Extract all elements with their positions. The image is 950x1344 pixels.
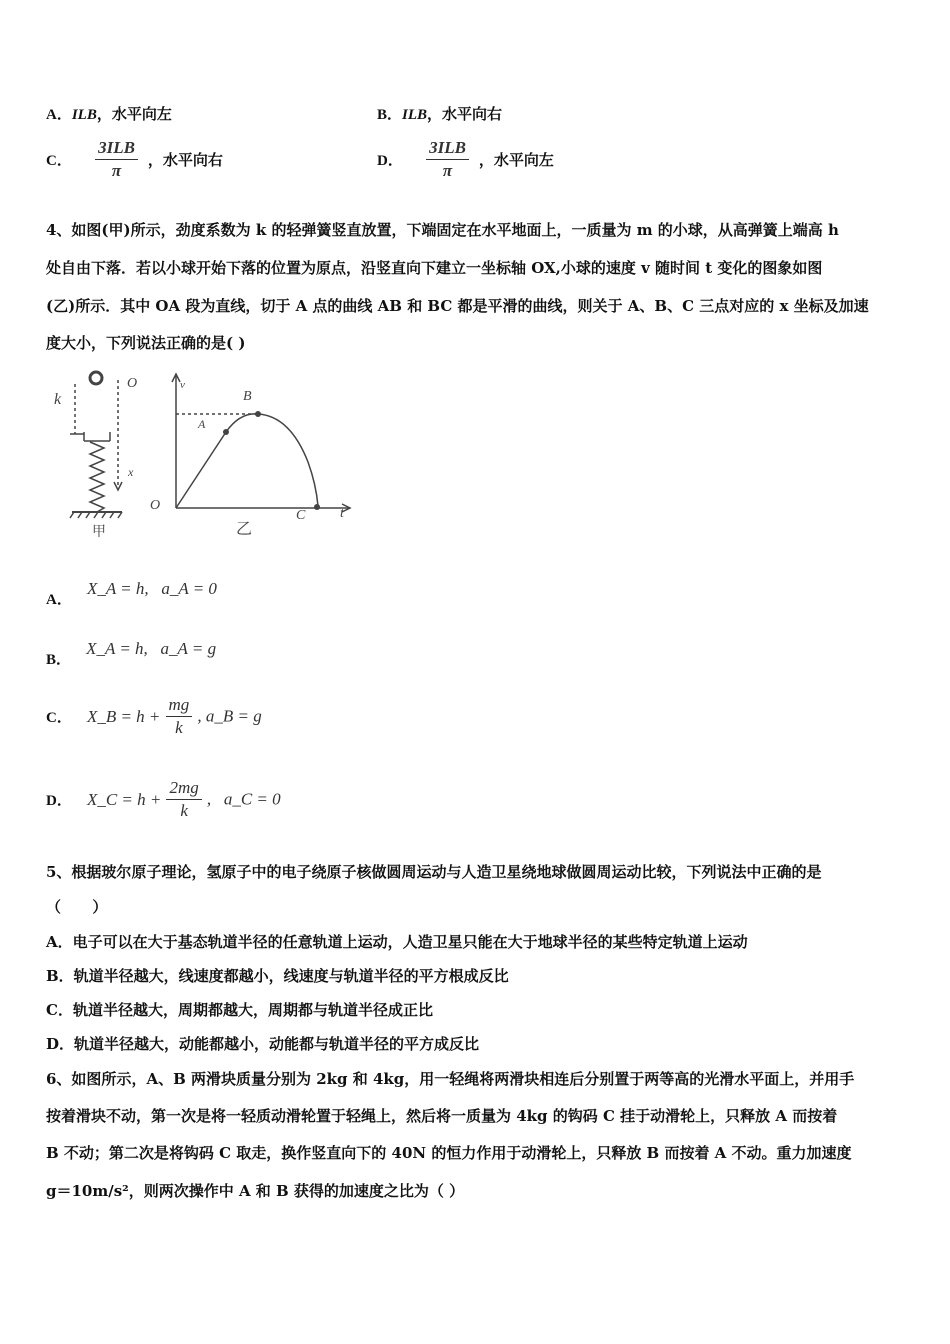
option-text: ，水平向左	[478, 151, 554, 169]
q3-option-c[interactable]	[46, 137, 223, 182]
label-o: O	[150, 498, 161, 513]
q4-stem-line-4: 度大小，下列说法正确的是( )	[46, 334, 246, 352]
option-fraction	[95, 137, 138, 182]
q4-option-c[interactable]	[46, 694, 262, 739]
q6-stem-line-2: 按着滑块不动，第一次是将一轻质动滑轮置于轻绳上，然后将一质量为 4kg 的钩码 C 挂于动滑轮上，只释放 A 而按着	[46, 1107, 838, 1125]
label-yi: 乙	[236, 521, 253, 538]
option-text: ，水平向左	[96, 105, 172, 123]
q5-option-a[interactable]: A．电子可以在大于基态轨道半径的任意轨道上运动，人造卫星只能在大于地球半径的某些特定轨道上运动	[46, 933, 748, 951]
option-expr-pre: X_B = h +	[86, 706, 161, 726]
option-text: ，水平向右	[147, 151, 223, 169]
graph-curve-abc	[226, 414, 318, 506]
option-letter: D．	[377, 153, 403, 169]
q4-stem-line-1: 4、如图(甲)所示，劲度系数为 k 的轻弹簧竖直放置，下端固定在水平地面上，一质量为 m 的小球，从高弹簧上端高 h	[46, 221, 839, 239]
label-b: B	[243, 389, 252, 404]
fraction-denominator: k	[180, 801, 188, 820]
point-c	[314, 504, 320, 510]
option-expr-pre: X_C = h +	[86, 789, 162, 809]
q5-stem-line-2: （ ）	[46, 898, 108, 916]
q5-stem-line-1: 5、根据玻尔原子理论，氢原子中的电子绕原子核做圆周运动与人造卫星绕地球做圆周运动比较，下列说法中正确的是	[46, 863, 822, 881]
label-jia: 甲	[92, 525, 106, 540]
q6-stem-line-1: 6、如图所示，A、B 两滑块质量分别为 2kg 和 4kg，用一轻绳将两滑块相连后分别置于两等高的光滑水平面上，并用手	[46, 1070, 855, 1088]
q4-option-b[interactable]	[46, 638, 217, 668]
option-expr-post: , a_C = 0	[206, 789, 281, 809]
figure-yi	[172, 374, 350, 512]
q5-option-d[interactable]: D．轨道半径越大，动能都越小，动能都与轨道半径的平方成反比	[46, 1035, 480, 1053]
q5-option-c[interactable]: C．轨道半径越大，周期都越大，周期都与轨道半径成正比	[46, 1001, 433, 1019]
spring-icon	[90, 442, 104, 512]
option-letter: C．	[46, 710, 72, 726]
option-letter: B．	[377, 107, 403, 123]
option-letter: A．	[46, 592, 72, 608]
q5-option-b[interactable]: B．轨道半径越大，线速度都越小，线速度与轨道半径的平方根成反比	[46, 967, 509, 985]
fraction-denominator: k	[175, 718, 183, 737]
q3-option-a[interactable]	[46, 103, 172, 124]
option-expr: ILB	[71, 107, 97, 123]
q4-option-d[interactable]	[46, 777, 281, 822]
label-o-top: O	[127, 376, 138, 391]
fraction-numerator: mg	[166, 694, 193, 717]
option-letter: C．	[46, 153, 72, 169]
q3-option-b[interactable]	[377, 103, 502, 124]
label-k: k	[54, 391, 62, 408]
q4-stem-line-3: (乙)所示．其中 OA 段为直线，切于 A 点的曲线 AB 和 BC 都是平滑的曲线，则关于 A、B、C 三点对应的 x 坐标及加速	[46, 297, 869, 315]
option-fraction	[166, 694, 193, 739]
figure-jia	[70, 372, 122, 518]
label-x: x	[128, 465, 134, 479]
ball-icon	[90, 372, 102, 384]
option-fraction	[426, 137, 469, 182]
q4-stem-line-2: 处自由下落．若以小球开始下落的位置为原点，沿竖直向下建立一坐标轴 OX,小球的速度 v 随时间 t 变化的图象如图	[46, 259, 823, 277]
option-text: ，水平向右	[427, 105, 503, 123]
label-a: A	[198, 417, 206, 431]
q4-figure	[50, 366, 360, 546]
graph-oa-line	[176, 432, 226, 508]
option-expr: X_A = h, a_A = 0	[86, 579, 217, 598]
point-b	[255, 411, 261, 417]
fraction-denominator: π	[442, 161, 453, 180]
point-a	[223, 429, 229, 435]
q4-option-a[interactable]	[46, 578, 217, 608]
label-t: t	[340, 506, 344, 521]
q6-stem-line-4: g＝10m/s²，则两次操作中 A 和 B 获得的加速度之比为（ ）	[46, 1182, 465, 1200]
option-expr: ILB	[402, 107, 428, 123]
label-v: v	[180, 379, 185, 391]
option-letter: D．	[46, 793, 72, 809]
q3-option-d[interactable]	[377, 137, 554, 182]
option-letter: B．	[46, 652, 72, 668]
option-expr-post: , a_B = g	[197, 706, 262, 726]
q6-stem-line-3: B 不动；第二次是将钩码 C 取走，换作竖直向下的 40N 的恒力作用于动滑轮上，只释放 B 而按着 A 不动。重力加速度	[46, 1144, 852, 1162]
option-fraction	[166, 777, 201, 822]
fraction-numerator: 3ILB	[426, 137, 469, 160]
fraction-numerator: 3ILB	[95, 137, 138, 160]
fraction-denominator: π	[111, 161, 122, 180]
label-c: C	[296, 508, 306, 523]
fraction-numerator: 2mg	[166, 777, 201, 800]
option-expr: X_A = h, a_A = g	[86, 639, 217, 658]
option-letter: A．	[46, 107, 72, 123]
